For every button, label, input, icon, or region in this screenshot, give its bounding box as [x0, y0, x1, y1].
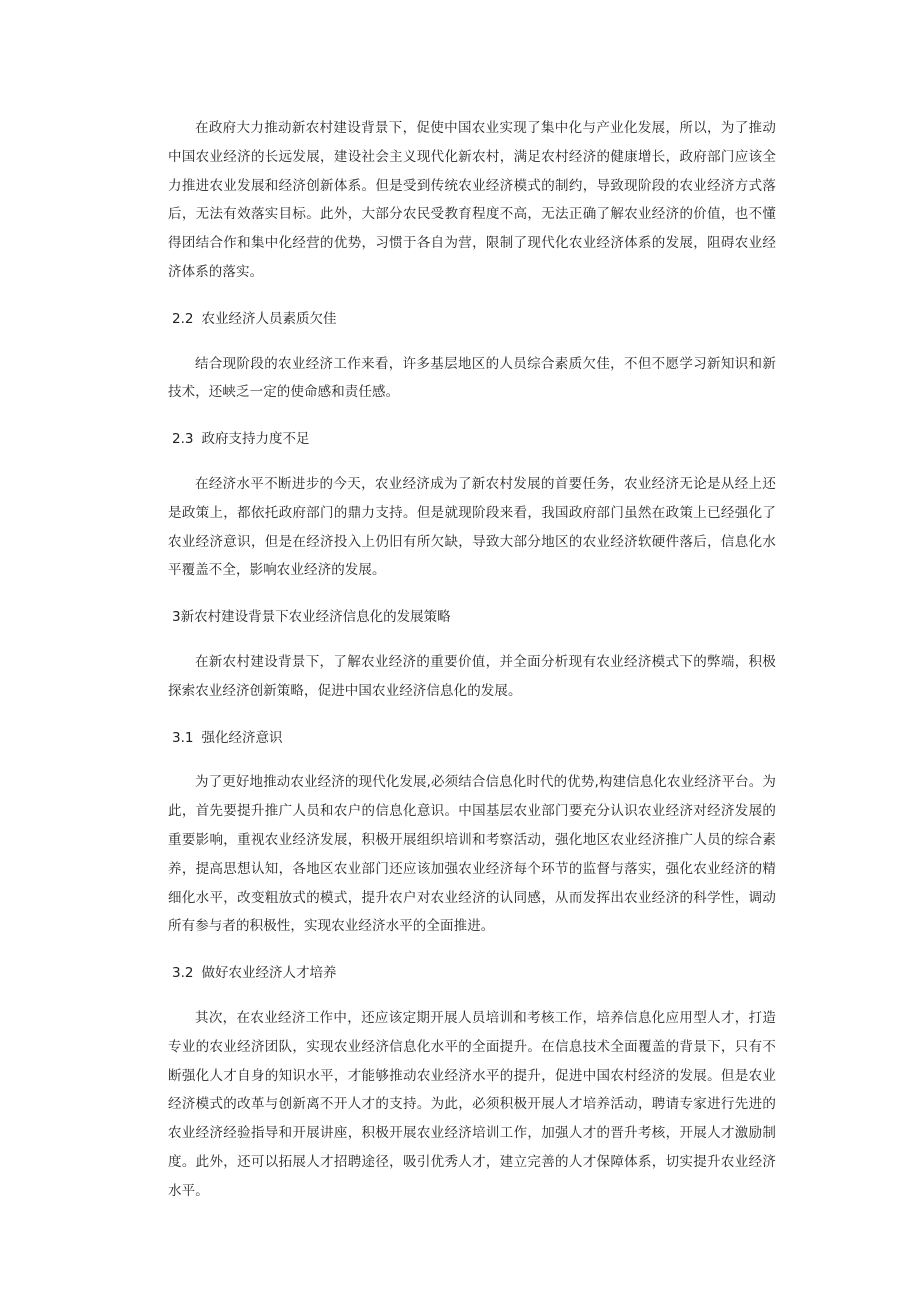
spacer [168, 287, 776, 305]
section-heading-2-2 [168, 305, 776, 334]
paragraph-3-2: 其次，在农业经济工作中，还应该定期开展人员培训和考核工作，培养信息化应用型人才，打造专业的农业经济团队，实现农业经济信息化水平的全面提升。在信息技术全面覆盖的背景下，只有不断强化人才自身的知识水平，才能够推动农业经济水平的提升，促进中国农村经济的发展。但是农业经济模式的改革与创新离不开人才的支持。为此，必须积极开展人才培养活动，聘请专家进行先进的农业经济经验指导和开展讲座，积极开展农业经济培训工作，加强人才的晋升考核，开展人才激励制度。此外，还可以拓展人才招聘途径，吸引优秀人才，建立完善的人才保障体系，切实提升农业经济水平。 [168, 1009, 776, 1199]
section-title: 政府支持力度不足 [201, 431, 310, 448]
paragraph-3-1: 为了更好地推动农业经济的现代化发展,必须结合信息化时代的优势,构建信息化农业经济平台。为此，首先要提升推广人员和农户的信息化意识。中国基层农业部门要充分认识农业经济对经济发展的重要影响，重视农业经济发展，积极开展组织培训和考察活动，强化地区农业经济推广人员的综合素养，提高思想认知，各地区农业部门还应该加强农业经济每个环节的监督与落实，强化农业经济的精细化水平，改变粗放式的模式，提升农户对农业经济的认同感，从而发挥出农业经济的科学性，调动所有参与者的积极性，实现农业经济水平的全面推进。 [168, 774, 776, 935]
paragraph-intro: 在政府大力推动新农村建设背景下，促使中国农业实现了集中化与产业化发展，所以，为了推动中国农业经济的长远发展，建设社会主义现代化新农村，满足农村经济的健康增长，政府部门应该全力推进农业发展和经济创新体系。但是受到传统农业经济模式的制约，导致现阶段的农业经济方式落后，无法有效落实目标。此外，大部分农民受教育程度不高，无法正确了解农业经济的价值，也不懂得团结合作和集中化经营的优势，习惯于各自为营，限制了现代化农业经济体系的发展，阻碍农业经济体系的落实。 [168, 120, 776, 280]
section-title: 强化经济意识 [201, 729, 283, 746]
section-heading-3: 3新农村建设背景下农业经济信息化的发展策略 [172, 609, 451, 626]
spacer [168, 706, 776, 724]
spacer [168, 988, 776, 1004]
paragraph-2-3: 在经济水平不断进步的今天，农业经济成为了新农村发展的首要任务，农业经济无论是从经上还是政策上，都依托政府部门的鼎力支持。但是就现阶段来看，我国政府部门虽然在政策上已经强化了农业经济意识，但是在经济投入上仍旧有所欠缺，导致大部分地区的农业经济软硬件落后，信息化水平覆盖不全，影响农业经济的发展。 [168, 475, 776, 579]
section-number: 3.2 [172, 965, 194, 982]
section-number: 2.2 [172, 310, 194, 327]
paragraph-2-2: 结合现阶段的农业经济工作来看，许多基层地区的人员综合素质欠佳，不但不愿学习新知识和新技术，还峡乏一定的使命感和责任感。 [168, 355, 776, 401]
section-number: 2.3 [172, 431, 194, 448]
document-body [168, 114, 776, 1206]
section-number: 3.1 [172, 729, 194, 746]
spacer [168, 334, 776, 350]
section-title: 做好农业经济人才培养 [201, 965, 337, 982]
spacer [168, 941, 776, 959]
spacer [168, 632, 776, 648]
section-heading-3-2 [168, 959, 776, 988]
section-heading-2-3 [168, 425, 776, 454]
spacer [168, 585, 776, 603]
paragraph-3: 在新农村建设背景下，了解农业经济的重要价值，并全面分析现有农业经济模式下的弊端，积极探索农业经济创新策略，促进中国农业经济信息化的发展。 [168, 653, 776, 699]
spacer [168, 407, 776, 425]
section-heading-3-1 [168, 724, 776, 753]
spacer [168, 454, 776, 470]
spacer [168, 752, 776, 768]
section-title: 农业经济人员素质欠佳 [201, 310, 337, 327]
